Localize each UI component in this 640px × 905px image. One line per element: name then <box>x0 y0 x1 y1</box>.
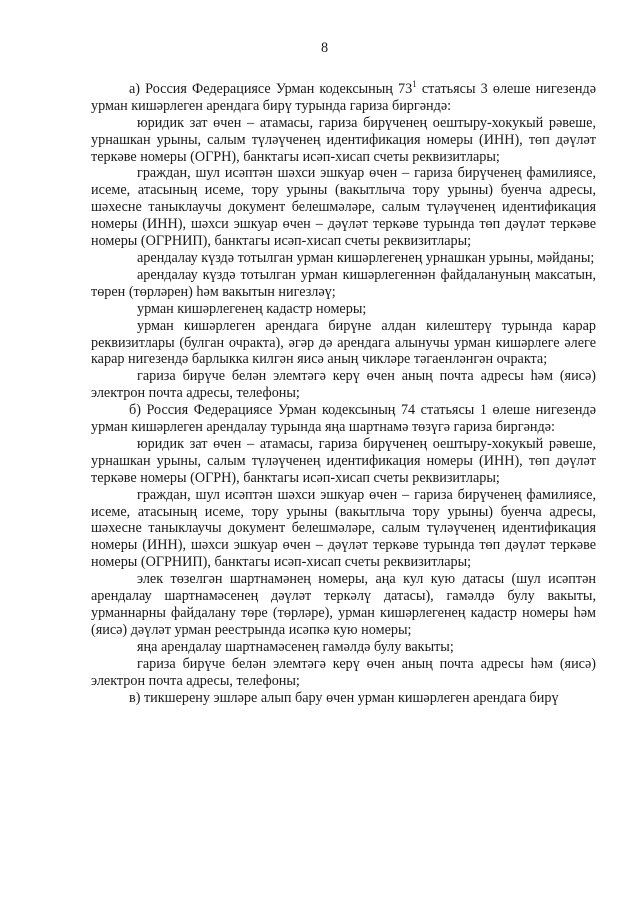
article-superscript: 1 <box>412 78 417 89</box>
paragraph-location: арендалау күздә тотылган урман кишәрлегенең урнашкан урыны, мәйданы; <box>137 249 595 266</box>
paragraph-c: в) тикшерену эшләре алып бару өчен урман кишәрлеген арендага бирү <box>129 689 559 706</box>
paragraph-citizen-b: граждан, шул исәптән шәхси эшкуар өчен – гариза бирүченең фамилиясе, исеме, атасының исеме, тору урыны (вакытлыча тору урыны) буенча адресы, шәхесне таныклаучы документ белешмәләре, салым түләүченең идентификация номеры (ИНН), шәхси эшкуар өчен – дәүләт теркәве турында төп дәүләт теркәве номеры (ОГРНИП), банктагы исәп-хисап счеты реквизитлары; <box>91 486 596 571</box>
paragraph-purpose: арендалау күздә тотылган урман кишәрлегеннән файдалануның максатын, төрен (төрләрен) һәм вакытын нигезләү; <box>91 266 596 300</box>
paragraph-contact-b: гариза бирүче белән элемтәгә керү өчен аның почта адресы һәм (яисә) электрон почта адресы, телефоны; <box>91 655 596 689</box>
page-number: 8 <box>320 40 329 56</box>
paragraph-new-term: яңа арендалау шартнамәсенең гамәлдә булу вакыты; <box>137 638 454 655</box>
paragraph-legal-entity-b: юридик зат өчен – атамасы, гариза бирүченең оештыру-хокукый рәвеше, урнашкан урыны, салым түләүченең идентификация номеры (ИНН), төп дәүләт теркәве номеры (ОГРН), банктагы исәп-хисап счеты реквизитлары; <box>91 435 596 486</box>
paragraph-previous-contract: элек төзелгән шартнамәнең номеры, аңа кул кую датасы (шул исәптән арендалау шартнамәсенең дәүләт теркәлү датасы), гамәлдә булу вакыты, урманнарны файдалану төре (төрләре), урман кишәрлегенең кадастр номеры һәм (яисә) дәүләт урман реестрында исәпкә кую номеры; <box>91 571 596 638</box>
paragraph-a-text-end: статьясы 3 өлеше нигезендә урман кишәрлеген арендага бирү турында гариза биргәндә: <box>91 80 596 114</box>
paragraph-a <box>91 78 596 115</box>
paragraph-a-text: а) Россия Федерациясе Урман кодексының 73 <box>129 80 413 97</box>
paragraph-citizen: граждан, шул исәптән шәхси эшкуар өчен – гариза бирүченең фамилиясе, исеме, атасының исеме, тору урыны (вакытлыча тору урыны) буенча адресы, шәхесне таныклаучы документ белешмәләре, салым түләүченең идентификация номеры (ИНН), шәхси эшкуар өчен – дәүләт теркәве турында төп дәүләт теркәве номеры (ОГРНИП), банктагы исәп-хисап счеты реквизитлары; <box>91 165 596 250</box>
paragraph-contact: гариза бирүче белән элемтәгә керү өчен аның почта адресы һәм (яисә) электрон почта адресы, телефоны; <box>91 368 596 402</box>
paragraph-cadastral: урман кишәрлегенең кадастр номеры; <box>137 300 367 317</box>
paragraph-legal-entity: юридик зат өчен – атамасы, гариза бирүченең оештыру-хокукый рәвеше, урнашкан урыны, салым түләүченең идентификация номеры (ИНН), төп дәүләт теркәве номеры (ОГРН), банктагы исәп-хисап счеты реквизитлары; <box>91 114 596 165</box>
paragraph-b: б) Россия Федерациясе Урман кодексының 74 статьясы 1 өлеше нигезендә урман кишәрлеген арендалау турында яңа шартнамә төзүгә гариза биргәндә: <box>91 402 596 436</box>
paragraph-decision: урман кишәрлеген арендага бирүне алдан килештерү турында карар реквизитлары (булган очракта), әгәр дә арендага алынучы урман кишәрлеге әлеге карар нигезендә барлыкка килгән яисә аның чикләре тәгаенләнгән очракта; <box>91 317 596 368</box>
